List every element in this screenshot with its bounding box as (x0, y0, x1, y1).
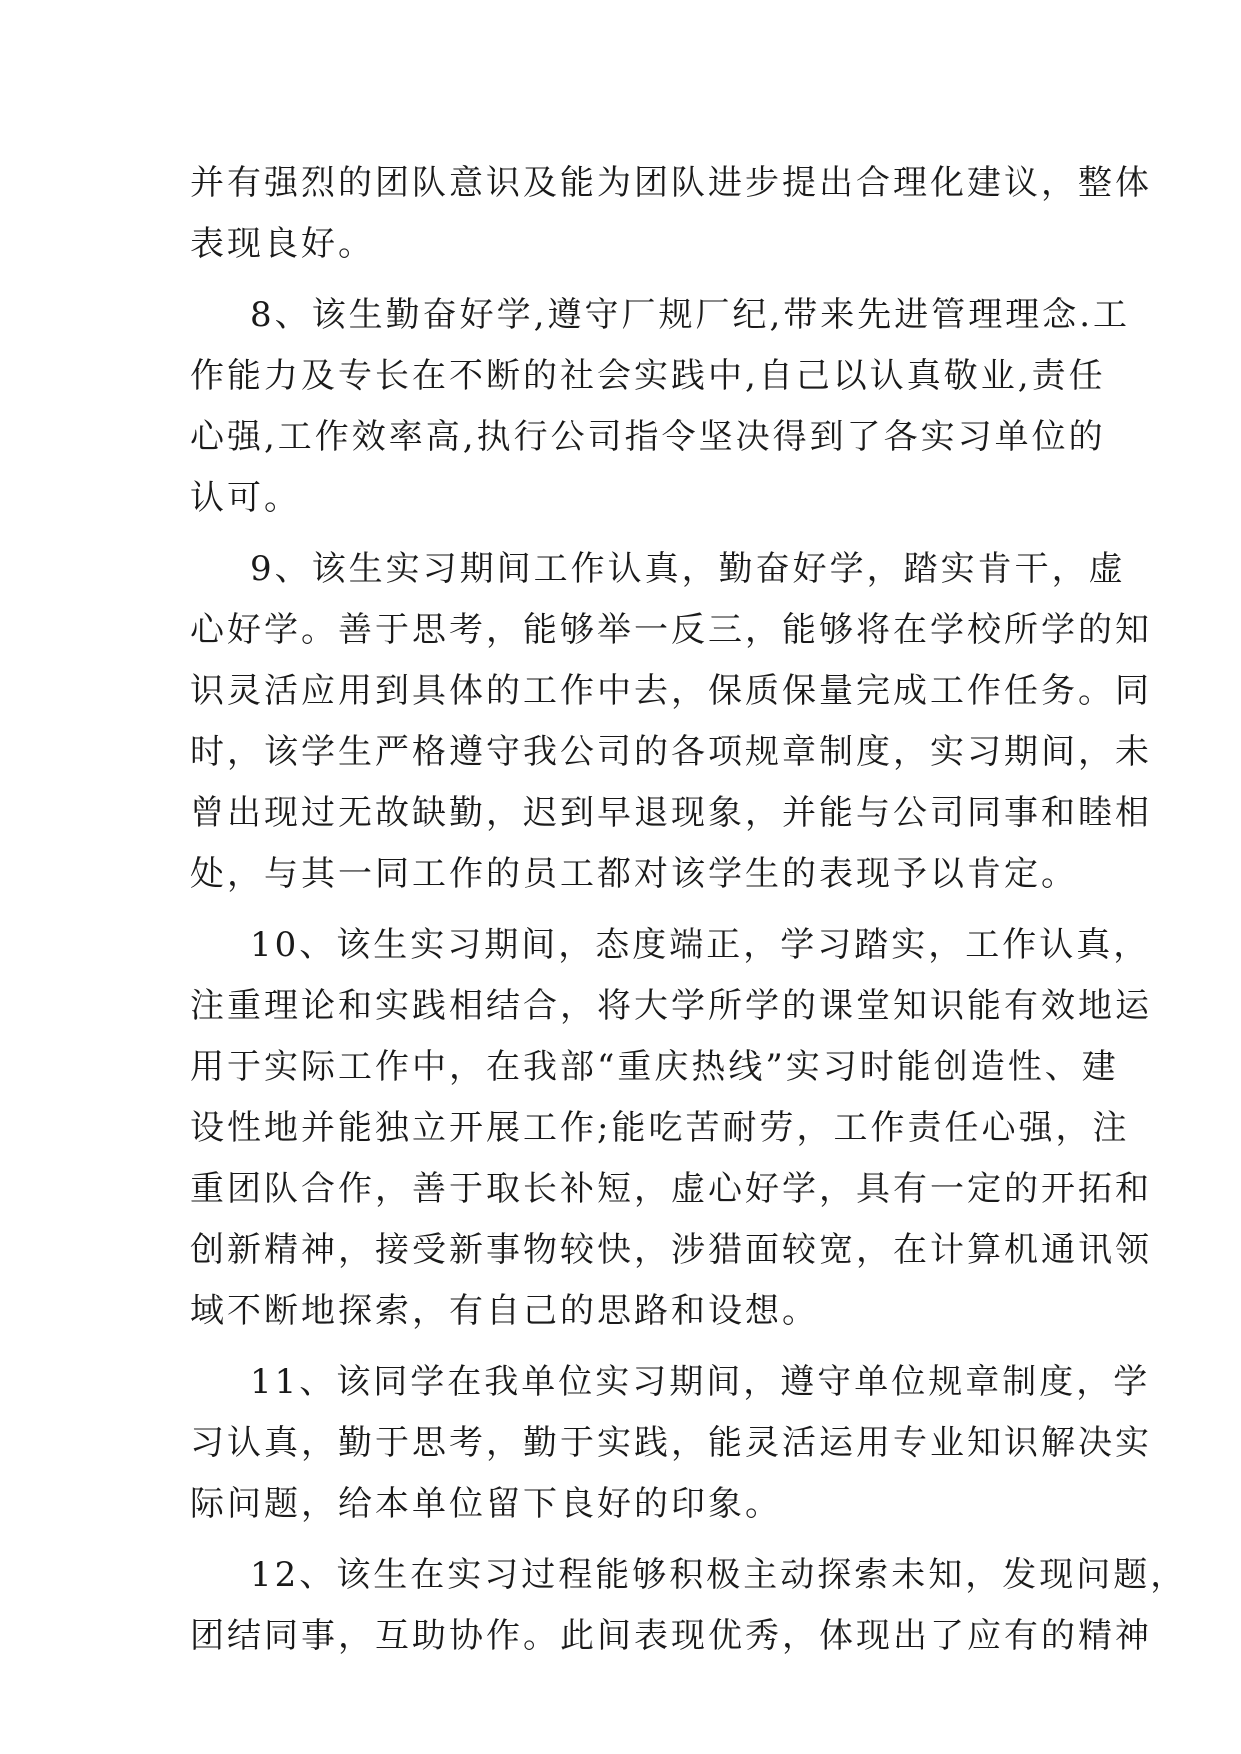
text-line: 并有强烈的团队意识及能为团队进步提出合理化建议，整体 (190, 163, 1152, 203)
paragraph-11 (190, 1352, 1152, 1535)
text-line: 创新精神，接受新事物较快，涉猎面较宽，在计算机通讯领 (190, 1230, 1152, 1270)
text-line: 11、该同学在我单位实习期间，遵守单位规章制度，学 (250, 1362, 1151, 1402)
text-line: 用于实际工作中，在我部“重庆热线”实习时能创造性、建 (190, 1047, 1119, 1087)
document-body (190, 153, 1188, 1667)
text-line: 心强,工作效率高,执行公司指令坚决得到了各实习单位的 (190, 417, 1106, 457)
text-line: 认可。 (190, 478, 301, 518)
paragraph-8 (190, 285, 1131, 529)
text-line: 表现良好。 (190, 224, 375, 264)
paragraph-9 (190, 539, 1152, 905)
text-line: 重团队合作，善于取长补短，虚心好学，具有一定的开拓和 (190, 1169, 1152, 1209)
text-line: 域不断地探索，有自己的思路和设想。 (190, 1291, 819, 1331)
text-line: 识灵活应用到具体的工作中去，保质保量完成工作任务。同 (190, 671, 1152, 711)
text-line: 曾出现过无故缺勤，迟到早退现象，并能与公司同事和睦相 (190, 793, 1152, 833)
text-line: 处，与其一同工作的员工都对该学生的表现予以肯定。 (190, 854, 1078, 894)
text-line: 团结同事，互助协作。此间表现优秀，体现出了应有的精神 (190, 1616, 1152, 1656)
text-line: 8、该生勤奋好学,遵守厂规厂纪,带来先进管理理念.工 (250, 295, 1131, 335)
text-line: 注重理论和实践相结合，将大学所学的课堂知识能有效地运 (190, 986, 1152, 1026)
text-line: 12、该生在实习过程能够积极主动探索未知，发现问题， (250, 1555, 1188, 1595)
text-line: 10、该生实习期间，态度端正，学习踏实，工作认真， (250, 925, 1151, 965)
text-line: 作能力及专长在不断的社会实践中,自己以认真敬业,责任 (190, 356, 1106, 396)
text-line: 心好学。善于思考，能够举一反三，能够将在学校所学的知 (190, 610, 1152, 650)
text-line: 9、该生实习期间工作认真，勤奋好学，踏实肯干，虚 (250, 549, 1126, 589)
text-line: 习认真，勤于思考，勤于实践，能灵活运用专业知识解决实 (190, 1423, 1152, 1463)
paragraph-12 (190, 1545, 1188, 1667)
paragraph-7-continuation (190, 153, 1152, 275)
text-line: 时，该学生严格遵守我公司的各项规章制度，实习期间，未 (190, 732, 1152, 772)
text-line: 设性地并能独立开展工作;能吃苦耐劳，工作责任心强，注 (190, 1108, 1130, 1148)
paragraph-10 (190, 915, 1152, 1342)
text-line: 际问题，给本单位留下良好的印象。 (190, 1484, 782, 1524)
